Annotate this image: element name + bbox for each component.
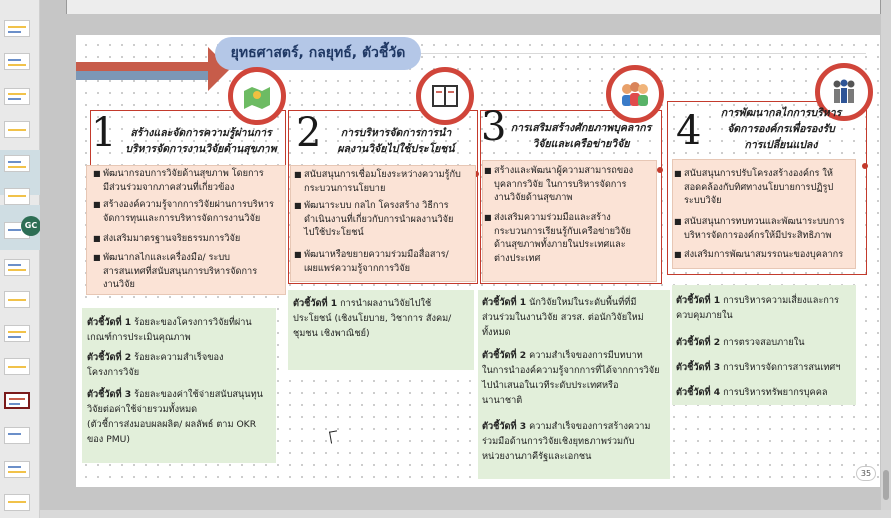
- list-item: ■ สร้างองค์ความรู้จากการวิจัยผ่านการบริหาร จัดการทุนและการบริหารจัดการงานวิจัย: [93, 199, 274, 224]
- indicator: ตัวชี้วัดที่ 4 การบริหารทรัพยากรบุคคล: [676, 387, 828, 398]
- indicator: ตัวชี้วัดที่ 3 ร้อยละของค่าใช้จ่ายสนับสนุนทุน วิจัยต่อค่าใช้จ่ายรวมทั้งหมด (ตัวชี้การส่งมอบผลผลิต/ ผลลัพธ์ ตาม OKR ของ PMU): [87, 389, 263, 445]
- people-icon: [606, 65, 664, 123]
- list-item: ■ ส่งเสริมความร่วมมือและสร้าง กระบวนการเรียนรู้กับเครือข่ายวิจัย ด้านสุขภาพทั้งภายในประเทศและ ต่างประเทศ: [484, 212, 631, 264]
- list-item: ■ สนับสนุนการเชื่อมโยงระหว่างความรู้กับ กระบวนการนโยบาย: [294, 169, 461, 194]
- list-item: ■ ส่งเสริมมาตรฐานจริยธรรมการวิจัย: [93, 233, 241, 244]
- indicator: ตัวชี้วัดที่ 2 การตรวจสอบภายใน: [676, 337, 805, 348]
- list-item: ■ พัฒนากรอบการวิจัยด้านสุขภาพ โดยการ มีส่วนร่วมจากภาคส่วนที่เกี่ยวข้อง: [93, 168, 264, 193]
- strategy-number: 4: [676, 108, 702, 154]
- slide-thumbnail[interactable]: [4, 188, 30, 205]
- slide-thumbnail[interactable]: [4, 494, 30, 511]
- vertical-scrollbar[interactable]: [881, 0, 891, 510]
- indicator: ตัวชี้วัดที่ 1 การบริหารความเสี่ยงและการ ควบคุมภายใน: [676, 295, 839, 321]
- indicator: ตัวชี้วัดที่ 3 การบริหารจัดการสารสนเทศฯ: [676, 362, 841, 373]
- slide[interactable]: [76, 35, 880, 487]
- list-item: ■ สร้างและพัฒนาผู้ความสามารถของ บุคลากรวิจัย ในการบริหารจัดการ งานวิจัยด้านสุขภาพ: [484, 165, 634, 203]
- slide-thumbnail[interactable]: [4, 121, 30, 138]
- strategy-title: การพัฒนากลไกการบริหาร จัดการองค์กรเพื่อรองรับ การเปลี่ยนแปลง: [720, 107, 842, 151]
- list-item: ■ ส่งเสริมการพัฒนาสมรรถนะของบุคลากร: [674, 249, 844, 260]
- strategy-number: 2: [296, 110, 322, 156]
- map-icon: [228, 67, 286, 125]
- slide-thumbnail[interactable]: [4, 20, 30, 37]
- list-item: ■ สนับสนุนการทบทวนและพัฒนาระบบการ บริหารจัดการองค์กรให้มีประสิทธิภาพ: [674, 216, 845, 241]
- slide-thumbnail[interactable]: [4, 291, 30, 308]
- book-icon: [416, 67, 474, 125]
- slide-thumbnail[interactable]: [4, 427, 30, 444]
- slide-thumbnail[interactable]: [4, 53, 30, 70]
- slide-thumbnail-selected[interactable]: [4, 392, 30, 409]
- slide-thumbnail-panel[interactable]: [0, 0, 40, 518]
- slide-thumbnail[interactable]: [4, 461, 30, 478]
- decorative-arrow-red: [76, 62, 216, 71]
- list-item: ■ พัฒนาหรือขยายความร่วมมือสื่อสาร/ เผยแพร่ความรู้จากการวิจัย: [294, 249, 449, 274]
- strategy-title: สร้างและจัดการความรู้ผ่านการ บริหารจัดการงานวิจัยด้านสุขภาพ: [125, 127, 277, 155]
- indicator: ตัวชี้วัดที่ 1 การนำผลงานวิจัยไปใช้ ประโยชน์ (เชิงนโยบาย, วิชาการ สังคม/ ชุมชน เชิงพาณิชย์): [293, 298, 452, 339]
- strategy-title: การบริหารจัดการการนำ ผลงานวิจัยไปใช้ประโยชน์: [337, 127, 455, 155]
- indicator: ตัวชี้วัดที่ 2 ความสำเร็จของการมีบทบาท ในการนำองค์ความรู้จากการที่ได้จากการวิจัย ไปนำเสนอในเวทีระดับประเทศหรือ นานาชาติ: [482, 350, 660, 406]
- slide-thumbnail[interactable]: [4, 88, 30, 105]
- indicator: ตัวชี้วัดที่ 2 ร้อยละความสำเร็จของ โครงการวิจัย: [87, 352, 224, 378]
- indicator: ตัวชี้วัดที่ 1 นักวิจัยใหม่ในระดับพื้นที่ที่มี ส่วนร่วมในงานวิจัย สวรส. ต่อนักวิจัยใหม่ ทั้งหมด: [482, 297, 644, 338]
- decorative-arrow-blue: [76, 71, 216, 80]
- slide-thumbnail[interactable]: [4, 259, 30, 276]
- slide-thumbnail[interactable]: [4, 155, 30, 172]
- slide-thumbnail[interactable]: [4, 358, 30, 375]
- list-item: ■ สนับสนุนการปรับโครงสร้างองค์กร ให้ สอดคล้องกับทิศทางนโยบายการปฏิรูป ระบบวิจัย: [674, 168, 834, 206]
- list-item: ■ พัฒนาระบบ กลไก โครงสร้าง วิธีการ ดำเนินงานที่เกี่ยวกับการนำผลงานวิจัย ไปใช้ประโยชน์: [294, 200, 454, 238]
- divider: [421, 53, 866, 54]
- previous-slide-edge: [66, 0, 881, 14]
- list-item: ■ พัฒนากลไกและเครื่องมือ/ ระบบ สารสนเทศที่สนับสนุนการบริหารจัดการ งานวิจัย: [93, 252, 258, 290]
- indicator: ตัวชี้วัดที่ 3 ความสำเร็จของการสร้างความ ร่วมมือด้านการวิจัยเชิงยุทธภาพร่วมกับ หน่วยงานภาคีรัฐและเอกชน: [482, 421, 651, 462]
- strategy-title: การเสริมสร้างศักยภาพบุคลากร วิจัยและเครือข่ายวิจัย: [510, 122, 652, 150]
- connector-dot: [657, 167, 663, 173]
- page-number-badge: 35: [856, 466, 876, 481]
- horizontal-scrollbar[interactable]: [40, 510, 891, 518]
- connector-dot: [862, 163, 868, 169]
- strategy-number: 1: [91, 110, 117, 156]
- indicator: ตัวชี้วัดที่ 1 ร้อยละของโครงการวิจัยที่ผ่าน เกณฑ์การประเมินคุณภาพ: [87, 317, 252, 343]
- strategy-number: 3: [481, 104, 507, 150]
- scrollbar-thumb[interactable]: [883, 470, 889, 500]
- slide-thumbnail[interactable]: [4, 325, 30, 342]
- user-avatar-badge[interactable]: GC: [21, 216, 41, 236]
- slide-title[interactable]: ยุทธศาสตร์, กลยุทธ์, ตัวชี้วัด: [215, 37, 421, 70]
